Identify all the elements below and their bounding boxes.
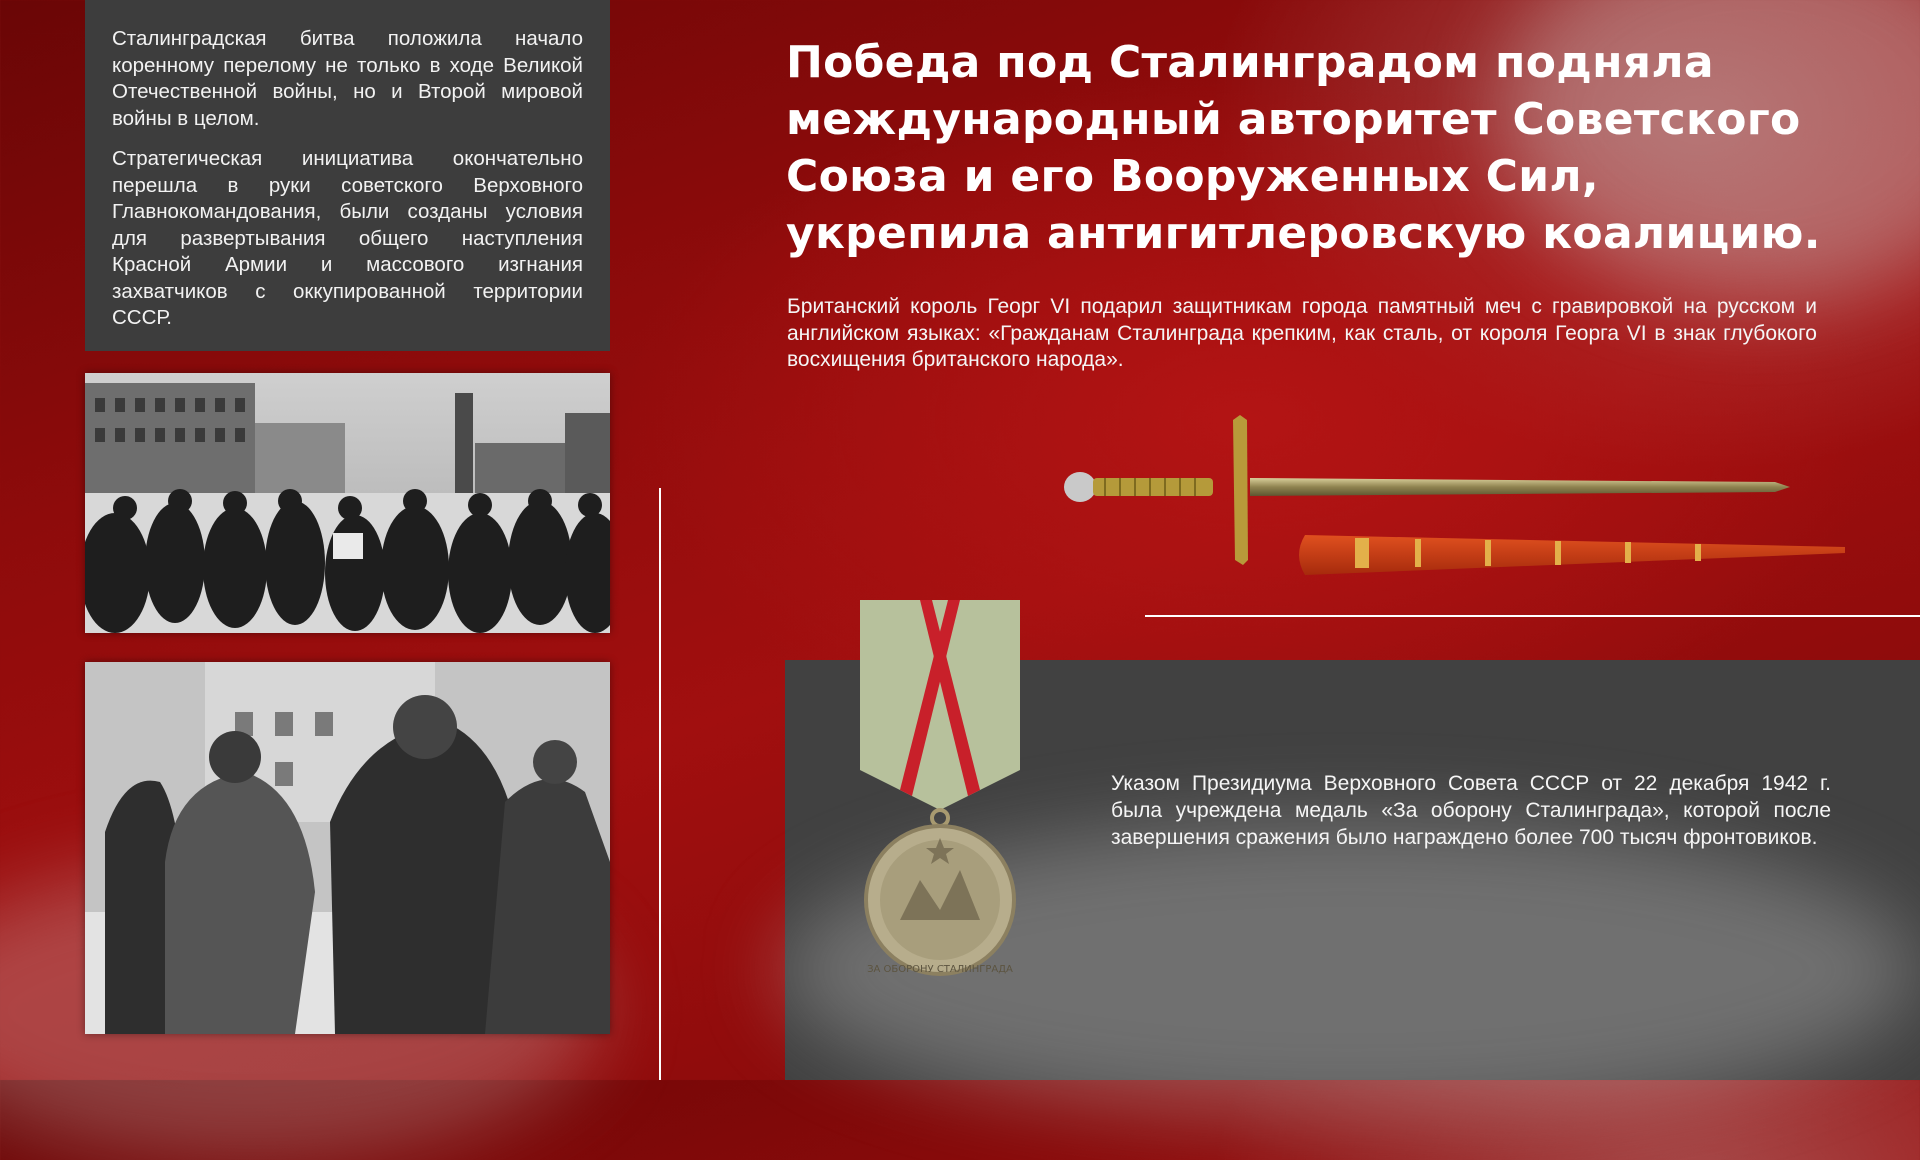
intro-text-box: [85, 0, 610, 351]
medal-decree-paragraph: Указом Президиума Верховного Совета СССР от 22 декабря 1942 г. была учреждена медаль «За оборону Сталинграда», которой после завершения сражения было награждено более 700 тысяч фронтовиков.: [1111, 772, 1831, 849]
sword-paragraph: Британский король Георг VI подарил защитникам города памятный меч с гравировкой на русском и английском языках: «Гражданам Сталинграда крепким, как сталь, от короля Георга VI в знак глубокого восхищения британского народа».: [787, 295, 1817, 371]
photo-soldiers-embracing-image: [85, 662, 610, 1034]
medal-inscription: ЗА ОБОРОНУ СТАЛИНГРАДА: [867, 964, 1013, 975]
photo-crowd-celebration-image: [85, 373, 610, 633]
medal-for-defense-of-stalingrad-image: [830, 600, 1050, 990]
photo-soldiers-embracing: [85, 662, 610, 1034]
intro-paragraph-1: Сталинградская битва положила начало коренному перелому не только в ходе Великой Отечественной войны, но и Второй мировой войны в целом.: [112, 27, 583, 130]
intro-paragraph-2: Стратегическая инициатива окончательно перешла в руки советского Верховного Главнокомандования, были созданы условия для развертывания общего наступления Красной Армии и массового изгнания захватчиков с оккупированной территории СССР.: [112, 147, 583, 329]
sword-of-stalingrad-image: [1055, 410, 1845, 580]
photo-crowd-celebration: [85, 373, 610, 633]
headline: Победа под Сталинградом подняла международный авторитет Советского Союза и его Вооруженных Сил, укрепила антигитлеровскую коалицию.: [786, 37, 1821, 259]
vertical-divider: [659, 488, 661, 1080]
horizontal-divider: [1145, 615, 1920, 617]
